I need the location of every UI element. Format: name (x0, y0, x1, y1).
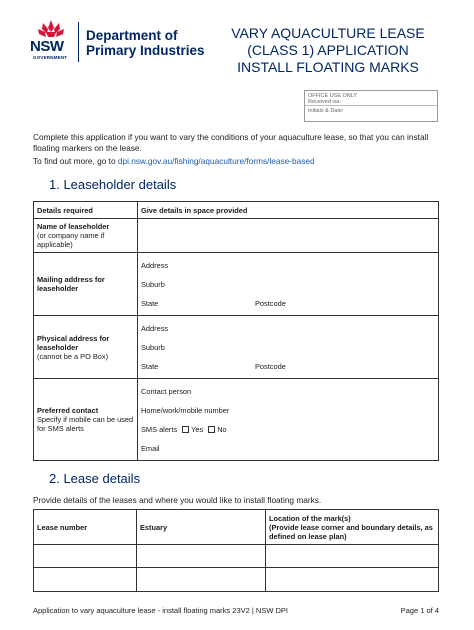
mailing-suburb-field[interactable] (141, 275, 435, 294)
office-use-box (304, 90, 438, 122)
email-field[interactable] (141, 439, 435, 458)
nsw-logo-text: NSW (30, 38, 64, 55)
initials-date-label: Initials & Date: (308, 108, 344, 114)
location-cell-1[interactable] (266, 545, 439, 568)
table-row-name (34, 219, 439, 253)
sms-yes-label: Yes (191, 424, 204, 434)
preferred-input-cell[interactable] (138, 379, 439, 461)
find-out-more-prefix: To find out more, go to (33, 156, 118, 166)
sms-alerts-label: SMS alerts (141, 424, 178, 434)
physical-suburb-field[interactable] (141, 338, 435, 357)
lease-number-cell-1[interactable] (34, 545, 137, 568)
email-label: Email (141, 443, 160, 453)
page-header (0, 0, 474, 90)
preferred-label: Preferred contact (37, 406, 99, 415)
col-header-location (266, 510, 439, 545)
col-header-give-details: Give details in space provided (138, 202, 439, 219)
phone-field[interactable] (141, 401, 435, 420)
table-header-row (34, 202, 439, 219)
find-out-more (33, 156, 443, 167)
physical-state-field[interactable] (141, 357, 435, 376)
lease-details-intro: Provide details of the leases and where you would like to install floating marks. (33, 495, 322, 505)
office-use-row-2 (305, 106, 437, 121)
table-row (34, 545, 439, 568)
lease-details-table (33, 509, 439, 592)
title-line-1: VARY AQUACULTURE LEASE (231, 25, 425, 41)
physical-state-label: State (141, 361, 159, 371)
col-header-details-required: Details required (34, 202, 138, 219)
mailing-address-label: Address (141, 260, 169, 270)
section-1-heading: 1. Leaseholder details (49, 177, 177, 192)
physical-input-cell[interactable] (138, 316, 439, 379)
leaseholder-table (33, 201, 439, 461)
mailing-postcode-label: Postcode (255, 298, 286, 308)
mailing-input-cell[interactable] (138, 253, 439, 316)
mailing-suburb-label: Suburb (141, 279, 165, 289)
preferred-sublabel: Specify if mobile can be used for SMS alerts (37, 415, 134, 433)
name-input-cell[interactable] (138, 219, 439, 253)
preferred-label-cell (34, 379, 138, 461)
name-label: Name of leaseholder (37, 222, 110, 231)
office-use-label: OFFICE USE ONLY (308, 93, 358, 99)
department-name (86, 28, 205, 58)
estuary-cell-1[interactable] (137, 545, 266, 568)
name-sublabel: (or company name if applicable) (37, 231, 105, 249)
estuary-cell-2[interactable] (137, 568, 266, 592)
nsw-government-text: GOVERNMENT (33, 55, 68, 60)
mailing-address-field[interactable] (141, 256, 435, 275)
physical-suburb-label: Suburb (141, 342, 165, 352)
logo-divider (78, 22, 79, 62)
sms-no-label: No (217, 424, 227, 434)
table-row-mailing (34, 253, 439, 316)
physical-address-label: Address (141, 323, 169, 333)
mailing-state-label: State (141, 298, 159, 308)
physical-address-field[interactable] (141, 319, 435, 338)
form-title (196, 25, 460, 76)
page-number: Page 1 of 4 (400, 606, 439, 615)
sms-yes-checkbox[interactable] (182, 426, 189, 433)
table-row-physical (34, 316, 439, 379)
department-line-1: Department of (86, 28, 178, 43)
lease-table-header-row (34, 510, 439, 545)
col-header-estuary: Estuary (137, 510, 266, 545)
col-header-lease-number: Lease number (34, 510, 137, 545)
title-line-3: INSTALL FLOATING MARKS (237, 59, 419, 75)
physical-label-cell (34, 316, 138, 379)
sms-alerts-field (141, 420, 435, 439)
sms-no-checkbox[interactable] (208, 426, 215, 433)
table-row-preferred-contact (34, 379, 439, 461)
mailing-label: Mailing address for leaseholder (34, 253, 138, 316)
section-2-heading: 2. Lease details (49, 471, 141, 486)
department-line-2: Primary Industries (86, 43, 205, 58)
phone-label: Home/work/mobile number (141, 405, 230, 415)
location-cell-2[interactable] (266, 568, 439, 592)
physical-sublabel: (cannot be a PO Box) (37, 351, 109, 361)
location-header-line-1: Location of the mark(s) (269, 513, 351, 523)
footer-document-title: Application to vary aquaculture lease - install floating marks 23V2 | NSW DPI (33, 606, 288, 615)
received-via-label: Received via: (308, 99, 342, 105)
physical-postcode-label: Postcode (255, 361, 286, 371)
contact-person-label: Contact person (141, 386, 192, 396)
lease-number-cell-2[interactable] (34, 568, 137, 592)
location-header-line-2: (Provide lease corner and boundary details, as defined on lease plan) (269, 522, 433, 541)
mailing-state-field[interactable] (141, 294, 435, 313)
physical-label: Physical address for leaseholder (37, 333, 110, 352)
page-footer (33, 606, 439, 615)
table-row (34, 568, 439, 592)
name-label-cell (34, 219, 138, 253)
forms-link[interactable]: dpi.nsw.gov.au/fishing/aquaculture/forms/lease-based (117, 156, 315, 166)
contact-person-field[interactable] (141, 382, 435, 401)
intro-paragraph: Complete this application if you want to vary the conditions of your aquaculture lease, so that you can install floating markers on the lease. (33, 132, 429, 153)
title-line-2: (CLASS 1) APPLICATION (247, 42, 409, 58)
office-use-row-1 (305, 91, 437, 106)
